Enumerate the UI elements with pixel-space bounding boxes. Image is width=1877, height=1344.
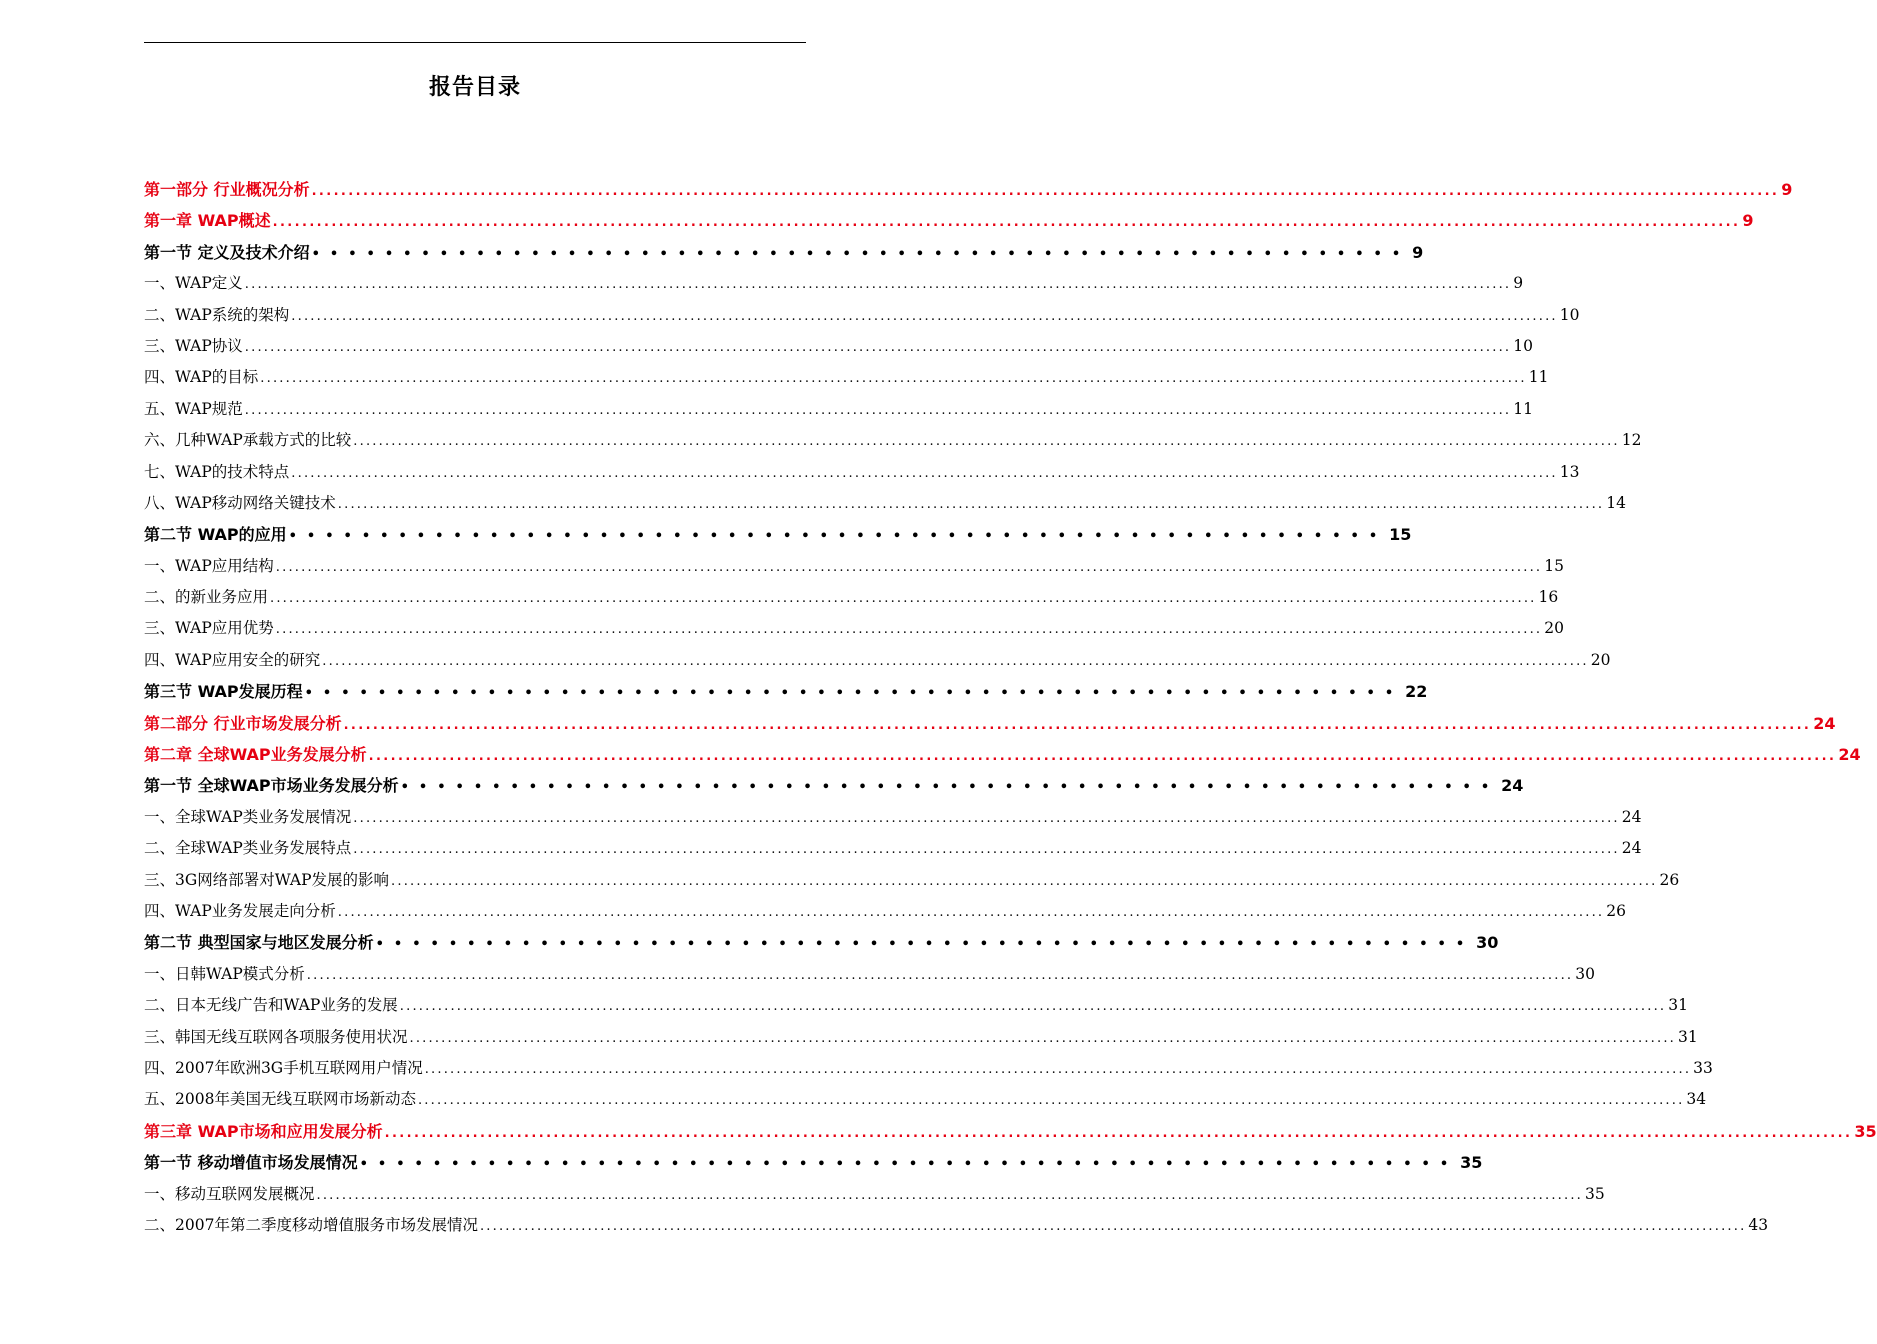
toc-leader-dots: ........................................................................................................................................................................................................ [311, 184, 1780, 199]
toc-leader-dots: ........................................................................................................................................................................................................ [479, 1218, 1747, 1234]
toc-entry-title: 二、2007年第二季度移动增值服务市场发展情况 [144, 1215, 478, 1234]
toc-leader-dots: •••••••••••••••••••••••••••••••••••••••••••••••••••••••••••• [400, 780, 1500, 796]
toc-page-number: 11 [1513, 399, 1533, 418]
toc-entry-title: 五、2008年美国无线互联网市场新动态 [144, 1090, 416, 1109]
toc-page-number: 31 [1677, 1027, 1698, 1046]
toc-entry-item[interactable] [144, 551, 1564, 582]
toc-page-number: 30 [1476, 933, 1499, 953]
toc-entry-item[interactable] [144, 1022, 1698, 1053]
toc-page-number: 35 [1460, 1153, 1483, 1173]
toc-page-number: 33 [1693, 1058, 1713, 1077]
toc-entry-title: 第一节 定义及技术介绍 [144, 242, 310, 262]
toc-page-number: 9 [1513, 274, 1524, 293]
toc-page-number: 22 [1405, 682, 1428, 702]
header-rule [144, 42, 806, 43]
toc-leader-dots: ........................................................................................................................................................................................................ [368, 749, 1837, 765]
toc-entry-title: 二、的新业务应用 [144, 588, 269, 607]
toc-leader-dots: ........................................................................................................................................................................................................ [353, 842, 1620, 858]
toc-page-number: 9 [1781, 180, 1793, 199]
toc-entry-title: 四、2007年欧洲3G手机互联网用户情况 [144, 1058, 423, 1077]
toc-entry-title: 第二部分 行业市场发展分析 [144, 713, 342, 733]
toc-page-number: 20 [1590, 650, 1611, 669]
toc-leader-dots: ........................................................................................................................................................................................................ [306, 967, 1574, 983]
toc-entry-chapter[interactable] [144, 1116, 1877, 1147]
toc-page-number: 24 [1838, 745, 1861, 765]
toc-entry-title: 二、全球WAP类业务发展特点 [144, 839, 352, 858]
toc-leader-dots: ........................................................................................................................................................................................................ [272, 215, 1741, 231]
toc-entry-item[interactable] [144, 268, 1524, 299]
toc-leader-dots: ........................................................................................................................................................................................................ [353, 810, 1620, 826]
toc-entry-item[interactable] [144, 896, 1626, 927]
toc-leader-dots: •••••••••••••••••••••••••••••••••••••••••••••••••••••••••••• [311, 246, 1411, 262]
toc-leader-dots: ........................................................................................................................................................................................................ [337, 496, 1605, 512]
toc-page-number: 30 [1575, 964, 1595, 983]
toc-leader-dots: ........................................................................................................................................................................................................ [275, 559, 1543, 575]
toc-leader-dots: ........................................................................................................................................................................................................ [322, 653, 1589, 669]
toc-page-number: 14 [1606, 493, 1626, 512]
toc-leader-dots: ........................................................................................................................................................................................................ [424, 1061, 1692, 1077]
toc-entry-item[interactable] [144, 1053, 1713, 1084]
toc-entry-title: 三、WAP应用优势 [144, 619, 274, 638]
toc-page-number: 31 [1668, 996, 1688, 1015]
toc-entry-part[interactable] [144, 708, 1836, 739]
toc-entry-chapter[interactable] [144, 739, 1861, 770]
toc-entry-section[interactable] [144, 770, 1524, 801]
toc-leader-dots: ........................................................................................................................................................................................................ [384, 1125, 1853, 1141]
toc-page-number: 12 [1621, 431, 1642, 450]
toc-leader-dots: •••••••••••••••••••••••••••••••••••••••••••••••••••••••••••• [288, 529, 1388, 545]
toc-leader-dots: ........................................................................................................................................................................................................ [399, 999, 1667, 1015]
toc-entry-title: 一、WAP应用结构 [144, 556, 274, 575]
toc-page-number: 24 [1813, 713, 1836, 733]
toc-entry-title: 三、3G网络部署对WAP发展的影响 [144, 870, 390, 889]
toc-entry-item[interactable] [144, 425, 1642, 456]
toc-entry-title: 第一章 WAP概述 [144, 211, 271, 231]
toc-leader-dots: ........................................................................................................................................................................................................ [409, 1030, 1676, 1046]
toc-leader-dots: ........................................................................................................................................................................................................ [391, 873, 1658, 889]
toc-entry-title: 第二章 全球WAP业务发展分析 [144, 745, 367, 765]
toc-entry-section[interactable] [144, 927, 1499, 958]
toc-entry-title: 第二节 WAP的应用 [144, 525, 287, 545]
toc-page-number: 9 [1412, 242, 1424, 262]
toc-entry-title: 一、WAP定义 [144, 274, 243, 293]
toc-page-number: 10 [1513, 336, 1533, 355]
toc-entry-title: 五、WAP规范 [144, 399, 243, 418]
toc-leader-dots: ........................................................................................................................................................................................................ [260, 371, 1527, 387]
toc-page-number: 24 [1621, 839, 1642, 858]
table-of-contents [144, 174, 1877, 1241]
toc-entry-title: 一、日韩WAP模式分析 [144, 964, 305, 983]
toc-entry-title: 一、全球WAP类业务发展情况 [144, 807, 352, 826]
toc-entry-title: 第一节 移动增值市场发展情况 [144, 1153, 358, 1173]
toc-entry-item[interactable] [144, 582, 1559, 613]
toc-leader-dots: •••••••••••••••••••••••••••••••••••••••••••••••••••••••••••• [359, 1157, 1459, 1173]
toc-entry-title: 第三节 WAP发展历程 [144, 682, 303, 702]
toc-leader-dots: ........................................................................................................................................................................................................ [337, 904, 1605, 920]
toc-entry-item[interactable] [144, 488, 1626, 519]
toc-entry-title: 二、日本无线广告和WAP业务的发展 [144, 996, 398, 1015]
toc-entry-title: 第一节 全球WAP市场业务发展分析 [144, 776, 399, 796]
toc-entry-item[interactable] [144, 1084, 1707, 1115]
toc-leader-dots: ........................................................................................................................................................................................................ [244, 277, 1512, 293]
toc-entry-item[interactable] [144, 990, 1688, 1021]
toc-entry-title: 四、WAP应用安全的研究 [144, 650, 321, 669]
toc-page-number: 26 [1606, 901, 1626, 920]
toc-leader-dots: ........................................................................................................................................................................................................ [275, 622, 1543, 638]
toc-entry-item[interactable] [144, 645, 1611, 676]
toc-entry-title: 第三章 WAP市场和应用发展分析 [144, 1121, 383, 1141]
toc-entry-title: 二、WAP系统的架构 [144, 305, 290, 324]
toc-leader-dots: ........................................................................................................................................................................................................ [291, 308, 1558, 324]
page-title: 报告目录 [428, 75, 521, 100]
toc-page-number: 34 [1686, 1090, 1707, 1109]
toc-entry-section[interactable] [144, 1147, 1483, 1178]
toc-entry-item[interactable] [144, 457, 1580, 488]
toc-leader-dots: ........................................................................................................................................................................................................ [343, 717, 1812, 733]
toc-leader-dots: •••••••••••••••••••••••••••••••••••••••••••••••••••••••••••• [304, 686, 1404, 702]
toc-page-number: 16 [1538, 588, 1559, 607]
toc-entry-section[interactable] [144, 237, 1424, 268]
toc-entry-title: 七、WAP的技术特点 [144, 462, 290, 481]
toc-page-number: 10 [1559, 305, 1580, 324]
toc-entry-item[interactable] [144, 362, 1549, 393]
toc-page-number: 11 [1528, 368, 1549, 387]
toc-entry-title: 四、WAP业务发展走向分析 [144, 901, 336, 920]
toc-entry-title: 第二节 典型国家与地区发展分析 [144, 933, 374, 953]
toc-leader-dots: ........................................................................................................................................................................................................ [291, 465, 1558, 481]
toc-entry-item[interactable] [144, 833, 1642, 864]
toc-entry-title: 六、几种WAP承载方式的比较 [144, 431, 352, 450]
toc-page-number: 9 [1742, 211, 1754, 231]
toc-entry-item[interactable] [144, 300, 1580, 331]
toc-entry-item[interactable] [144, 1210, 1769, 1241]
toc-entry-title: 四、WAP的目标 [144, 368, 259, 387]
toc-entry-item[interactable] [144, 865, 1680, 896]
toc-entry-title: 三、WAP协议 [144, 336, 243, 355]
toc-entry-section[interactable] [144, 519, 1412, 550]
toc-page-number: 24 [1501, 776, 1524, 796]
toc-page-number: 35 [1584, 1184, 1605, 1203]
toc-page-number: 20 [1544, 619, 1564, 638]
toc-page-number: 15 [1544, 556, 1564, 575]
toc-page-number: 35 [1854, 1121, 1877, 1141]
toc-entry-chapter[interactable] [144, 205, 1754, 236]
toc-entry-part[interactable] [144, 174, 1793, 205]
toc-entry-item[interactable] [144, 613, 1564, 644]
toc-page-number: 26 [1659, 870, 1680, 889]
toc-entry-title: 一、移动互联网发展概况 [144, 1184, 315, 1203]
toc-leader-dots: •••••••••••••••••••••••••••••••••••••••••••••••••••••••••••• [375, 937, 1475, 953]
toc-entry-item[interactable] [144, 331, 1533, 362]
toc-page-number: 13 [1559, 462, 1580, 481]
toc-leader-dots: ........................................................................................................................................................................................................ [316, 1187, 1583, 1203]
toc-entry-title: 八、WAP移动网络关键技术 [144, 493, 336, 512]
toc-entry-item[interactable] [144, 802, 1642, 833]
toc-entry-item[interactable] [144, 394, 1533, 425]
toc-entry-title: 三、韩国无线互联网各项服务使用状况 [144, 1027, 408, 1046]
toc-entry-item[interactable] [144, 1179, 1605, 1210]
toc-leader-dots: ........................................................................................................................................................................................................ [244, 339, 1512, 355]
toc-leader-dots: ........................................................................................................................................................................................................ [417, 1093, 1685, 1109]
toc-page-number: 24 [1621, 807, 1642, 826]
toc-entry-item[interactable] [144, 959, 1595, 990]
toc-entry-title: 第一部分 行业概况分析 [144, 180, 310, 199]
toc-leader-dots: ........................................................................................................................................................................................................ [244, 402, 1512, 418]
toc-page-number: 15 [1389, 525, 1412, 545]
toc-page-number: 43 [1748, 1215, 1769, 1234]
toc-leader-dots: ........................................................................................................................................................................................................ [353, 434, 1620, 450]
toc-leader-dots: ........................................................................................................................................................................................................ [270, 591, 1537, 607]
toc-entry-section[interactable] [144, 676, 1428, 707]
